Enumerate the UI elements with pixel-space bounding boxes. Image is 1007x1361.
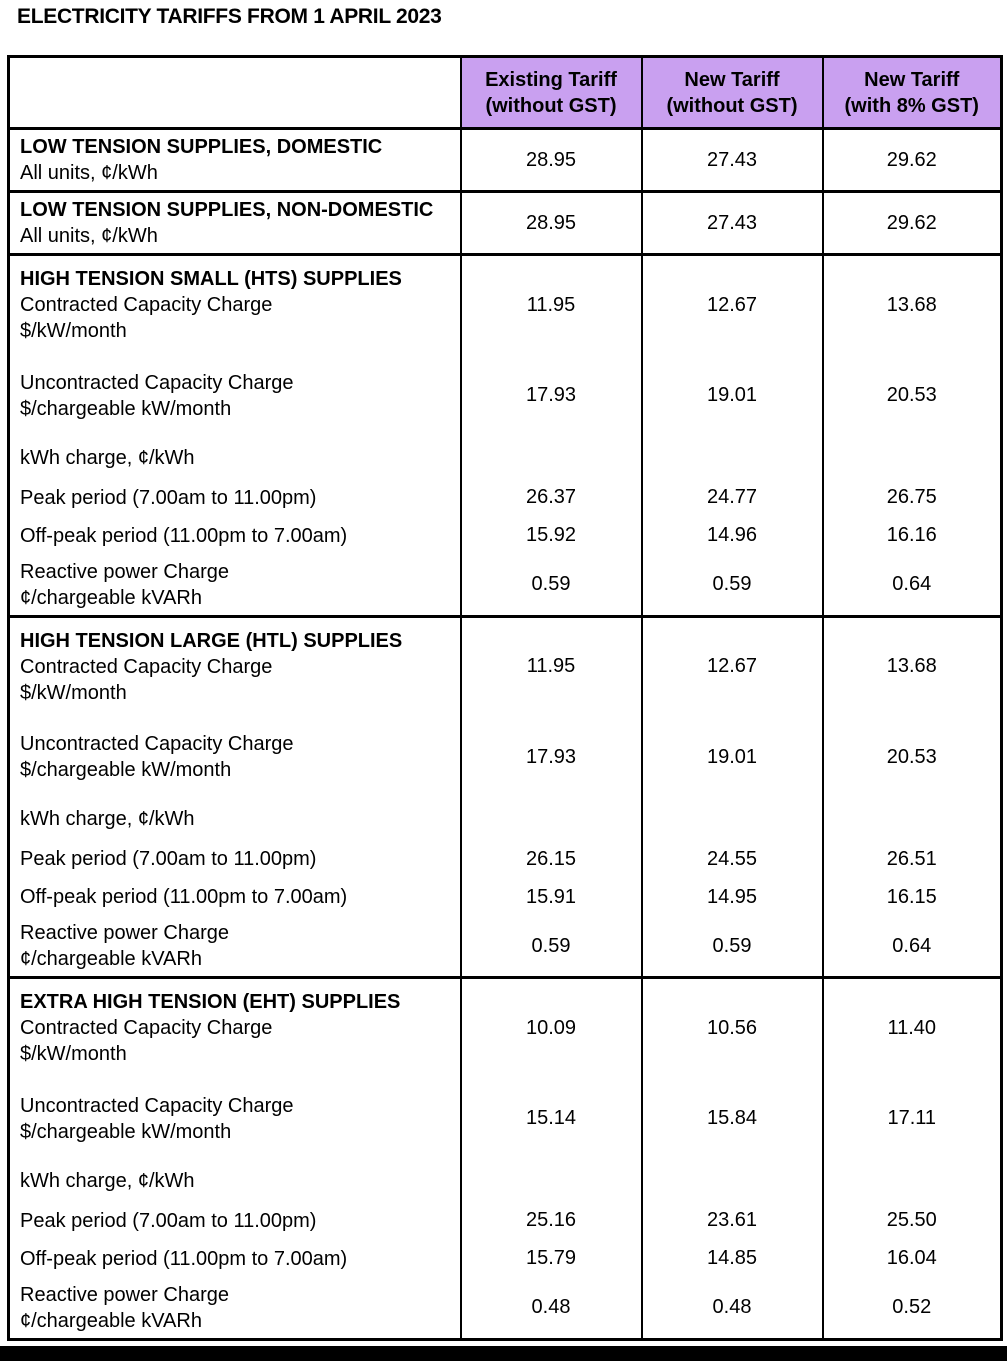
value-cell: 13.68 [823, 616, 1002, 716]
row-label-cell [9, 255, 461, 355]
row-label: Off-peak period (11.00pm to 7.00am) [20, 886, 348, 908]
value-cell [642, 437, 823, 479]
row-label: All units, ¢/kWh [20, 225, 158, 247]
section-title: LOW TENSION SUPPLIES, DOMESTIC [20, 136, 383, 158]
value-cell [461, 798, 642, 840]
row-label: Uncontracted Capacity Charge [20, 371, 294, 394]
value-cell: 19.01 [642, 716, 823, 798]
row-label: All units, ¢/kWh [20, 162, 158, 184]
row-label-cell [9, 192, 461, 255]
section-high-tension-small [9, 255, 1002, 617]
value-cell: 13.68 [823, 255, 1002, 355]
table-row [9, 555, 1002, 617]
row-label-cell [9, 1078, 461, 1160]
column-header-new-tariff-without-gst [642, 57, 823, 129]
tariff-table [7, 55, 1003, 1341]
row-label-cell [9, 555, 461, 617]
value-cell: 11.40 [823, 978, 1002, 1078]
row-unit-label: $/kW/month [20, 320, 127, 343]
value-cell [823, 437, 1002, 479]
section-title: HIGH TENSION LARGE (HTL) SUPPLIES [20, 629, 403, 652]
value-cell [642, 1160, 823, 1202]
row-label-cell [9, 1160, 461, 1202]
value-cell: 0.64 [823, 916, 1002, 978]
value-cell: 24.55 [642, 840, 823, 878]
page-title: ELECTRICITY TARIFFS FROM 1 APRIL 2023 [17, 5, 442, 28]
value-cell: 15.91 [461, 878, 642, 916]
table-row [9, 616, 1002, 716]
column-header-line1: New Tariff [864, 68, 960, 91]
value-cell [823, 798, 1002, 840]
value-cell: 20.53 [823, 716, 1002, 798]
table-row [9, 1160, 1002, 1202]
row-label: Peak period (7.00am to 11.00pm) [20, 1209, 317, 1232]
row-label: Off-peak period (11.00pm to 7.00am) [20, 1247, 348, 1270]
value-cell: 17.93 [461, 716, 642, 798]
bottom-black-bar [0, 1346, 1007, 1361]
section-title: LOW TENSION SUPPLIES, NON-DOMESTIC [20, 199, 434, 221]
table-row [9, 1202, 1002, 1240]
value-cell: 0.59 [642, 916, 823, 978]
row-label-cell [9, 978, 461, 1078]
value-cell: 27.43 [642, 192, 823, 255]
value-cell: 0.59 [642, 555, 823, 617]
table-row [9, 1240, 1002, 1278]
row-unit-label: $/kW/month [20, 681, 127, 704]
value-cell: 26.75 [823, 479, 1002, 517]
table-row [9, 916, 1002, 978]
value-cell: 29.62 [823, 192, 1002, 255]
value-cell: 28.95 [461, 129, 642, 192]
value-cell: 29.62 [823, 129, 1002, 192]
section-title: EXTRA HIGH TENSION (EHT) SUPPLIES [20, 991, 401, 1014]
row-label: kWh charge, ¢/kWh [20, 808, 195, 830]
value-cell: 19.01 [642, 355, 823, 437]
value-cell: 16.16 [823, 517, 1002, 555]
value-cell: 25.16 [461, 1202, 642, 1240]
row-label-cell [9, 878, 461, 916]
section-title: HIGH TENSION SMALL (HTS) SUPPLIES [20, 268, 402, 291]
column-header-line1: New Tariff [684, 68, 780, 91]
table-header [9, 57, 1002, 129]
row-label-cell [9, 798, 461, 840]
table-row [9, 129, 1002, 192]
row-label-cell [9, 437, 461, 479]
row-label: kWh charge, ¢/kWh [20, 1169, 195, 1192]
row-label: Reactive power Charge [20, 922, 229, 944]
column-header-line2: (without GST) [666, 94, 798, 117]
row-unit-label: $/chargeable kW/month [20, 1120, 232, 1143]
value-cell: 15.84 [642, 1078, 823, 1160]
table-row [9, 1278, 1002, 1340]
row-label: Reactive power Charge [20, 560, 229, 583]
row-label-cell [9, 616, 461, 716]
row-label: Contracted Capacity Charge [20, 1017, 273, 1040]
value-cell [461, 437, 642, 479]
table-row [9, 1078, 1002, 1160]
value-cell [461, 1160, 642, 1202]
table-row [9, 878, 1002, 916]
table-row [9, 192, 1002, 255]
column-header-line1: Existing Tariff [485, 68, 617, 91]
row-unit-label: ¢/chargeable kVARh [20, 586, 202, 609]
value-cell: 17.93 [461, 355, 642, 437]
value-cell: 15.14 [461, 1078, 642, 1160]
value-cell: 15.92 [461, 517, 642, 555]
section-extra-high-tension [9, 978, 1002, 1340]
value-cell: 15.79 [461, 1240, 642, 1278]
table-row [9, 798, 1002, 840]
value-cell: 14.96 [642, 517, 823, 555]
row-label-cell [9, 355, 461, 437]
value-cell: 11.95 [461, 616, 642, 716]
value-cell: 17.11 [823, 1078, 1002, 1160]
row-label-cell [9, 840, 461, 878]
table-row [9, 437, 1002, 479]
value-cell: 12.67 [642, 616, 823, 716]
row-unit-label: $/chargeable kW/month [20, 397, 232, 420]
row-label-cell [9, 517, 461, 555]
table-row [9, 517, 1002, 555]
value-cell: 16.15 [823, 878, 1002, 916]
row-label-cell [9, 479, 461, 517]
row-label-cell [9, 716, 461, 798]
value-cell: 26.51 [823, 840, 1002, 878]
value-cell: 26.15 [461, 840, 642, 878]
table-row [9, 840, 1002, 878]
value-cell: 0.64 [823, 555, 1002, 617]
table-header-row [9, 57, 1002, 129]
value-cell: 0.59 [461, 555, 642, 617]
value-cell: 12.67 [642, 255, 823, 355]
row-label-cell [9, 1240, 461, 1278]
value-cell: 10.56 [642, 978, 823, 1078]
value-cell: 0.48 [642, 1278, 823, 1340]
column-header-existing-tariff [461, 57, 642, 129]
row-label: Reactive power Charge [20, 1283, 229, 1306]
row-label: Contracted Capacity Charge [20, 655, 273, 678]
value-cell: 24.77 [642, 479, 823, 517]
value-cell: 14.85 [642, 1240, 823, 1278]
value-cell: 11.95 [461, 255, 642, 355]
value-cell: 20.53 [823, 355, 1002, 437]
row-unit-label: $/kW/month [20, 1043, 127, 1066]
table-row [9, 716, 1002, 798]
value-cell: 10.09 [461, 978, 642, 1078]
row-unit-label: ¢/chargeable kVARh [20, 948, 202, 970]
table-row [9, 978, 1002, 1078]
value-cell: 28.95 [461, 192, 642, 255]
value-cell: 16.04 [823, 1240, 1002, 1278]
row-label: Contracted Capacity Charge [20, 294, 273, 317]
column-header-line2: (with 8% GST) [844, 94, 979, 117]
row-label-cell [9, 1278, 461, 1340]
value-cell: 0.59 [461, 916, 642, 978]
row-label-cell [9, 916, 461, 978]
row-unit-label: $/chargeable kW/month [20, 759, 232, 781]
row-label: Off-peak period (11.00pm to 7.00am) [20, 524, 348, 547]
section-high-tension-large [9, 616, 1002, 978]
value-cell: 25.50 [823, 1202, 1002, 1240]
row-label: Peak period (7.00am to 11.00pm) [20, 486, 317, 509]
value-cell [642, 798, 823, 840]
row-label: Peak period (7.00am to 11.00pm) [20, 848, 317, 870]
table-row [9, 255, 1002, 355]
value-cell: 27.43 [642, 129, 823, 192]
column-header-line2: (without GST) [485, 94, 617, 117]
row-label-cell [9, 1202, 461, 1240]
section-low-tension-non-domestic [9, 192, 1002, 255]
row-label: Uncontracted Capacity Charge [20, 733, 294, 755]
row-unit-label: ¢/chargeable kVARh [20, 1309, 202, 1332]
value-cell: 0.52 [823, 1278, 1002, 1340]
table-row [9, 355, 1002, 437]
table-row [9, 479, 1002, 517]
column-header-new-tariff-with-gst [823, 57, 1002, 129]
row-label: Uncontracted Capacity Charge [20, 1094, 294, 1117]
value-cell: 14.95 [642, 878, 823, 916]
row-label-cell [9, 129, 461, 192]
section-low-tension-domestic [9, 129, 1002, 192]
value-cell: 0.48 [461, 1278, 642, 1340]
row-label: kWh charge, ¢/kWh [20, 446, 195, 469]
value-cell: 23.61 [642, 1202, 823, 1240]
value-cell [823, 1160, 1002, 1202]
corner-cell [9, 57, 461, 129]
value-cell: 26.37 [461, 479, 642, 517]
